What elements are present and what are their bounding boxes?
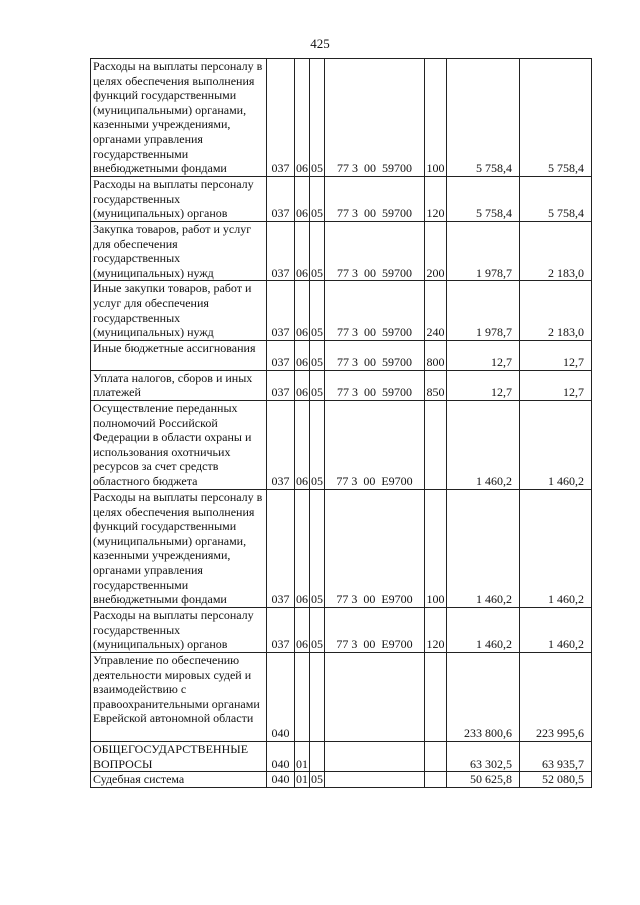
rz-code: 06 [295, 489, 310, 607]
sum-year1: 1 460,2 [447, 489, 520, 607]
rz-code: 06 [295, 281, 310, 340]
gr-code: 037 [267, 222, 295, 281]
table-row [91, 222, 592, 281]
row-name: Расходы на выплаты персоналу государственных (муниципальных) органов [91, 177, 267, 222]
row-name: Управление по обеспечению деятельности мировых судей и взаимодействию с правоохранительными органами Еврейской автономной области [91, 652, 267, 741]
cs-code: 77 3 00 59700 [325, 59, 425, 177]
table-row [91, 59, 592, 177]
vr-code: 100 [425, 59, 447, 177]
rz-code: 06 [295, 370, 310, 400]
table-row [91, 177, 592, 222]
vr-code: 100 [425, 489, 447, 607]
vr-code: 120 [425, 177, 447, 222]
cs-code: 77 3 00 59700 [325, 222, 425, 281]
pr-code: 05 [310, 222, 325, 281]
rz-code: 06 [295, 340, 310, 370]
cs-code: 77 3 00 Е9700 [325, 400, 425, 489]
pr-code [310, 652, 325, 741]
sum-year1: 5 758,4 [447, 177, 520, 222]
gr-code: 040 [267, 772, 295, 788]
vr-code: 850 [425, 370, 447, 400]
budget-table [90, 58, 592, 788]
gr-code: 037 [267, 177, 295, 222]
row-name: Иные закупки товаров, работ и услуг для обеспечения государственных (муниципальных) нужд [91, 281, 267, 340]
gr-code: 040 [267, 652, 295, 741]
row-name: Уплата налогов, сборов и иных платежей [91, 370, 267, 400]
vr-code [425, 652, 447, 741]
sum-year1: 12,7 [447, 370, 520, 400]
gr-code: 037 [267, 607, 295, 652]
row-name: Судебная система [91, 772, 267, 788]
cs-code: 77 3 00 59700 [325, 177, 425, 222]
sum-year1: 1 978,7 [447, 281, 520, 340]
pr-code: 05 [310, 340, 325, 370]
cs-code [325, 741, 425, 771]
rz-code: 06 [295, 59, 310, 177]
sum-year2: 5 758,4 [520, 177, 592, 222]
sum-year2: 2 183,0 [520, 222, 592, 281]
gr-code: 037 [267, 370, 295, 400]
cs-code [325, 772, 425, 788]
vr-code: 800 [425, 340, 447, 370]
pr-code: 05 [310, 607, 325, 652]
pr-code: 05 [310, 177, 325, 222]
gr-code: 037 [267, 59, 295, 177]
row-name: Закупка товаров, работ и услуг для обеспечения государственных (муниципальных) нужд [91, 222, 267, 281]
sum-year2: 12,7 [520, 340, 592, 370]
rz-code: 06 [295, 177, 310, 222]
rz-code: 01 [295, 741, 310, 771]
sum-year1: 1 460,2 [447, 400, 520, 489]
pr-code [310, 741, 325, 771]
row-name: Расходы на выплаты персоналу государственных (муниципальных) органов [91, 607, 267, 652]
pr-code: 05 [310, 400, 325, 489]
vr-code [425, 741, 447, 771]
sum-year2: 12,7 [520, 370, 592, 400]
sum-year1: 12,7 [447, 340, 520, 370]
cs-code: 77 3 00 Е9700 [325, 607, 425, 652]
gr-code: 037 [267, 340, 295, 370]
sum-year1: 50 625,8 [447, 772, 520, 788]
table-row [91, 281, 592, 340]
rz-code: 06 [295, 400, 310, 489]
table-row [91, 340, 592, 370]
sum-year1: 63 302,5 [447, 741, 520, 771]
gr-code: 040 [267, 741, 295, 771]
row-name: ОБЩЕГОСУДАРСТВЕННЫЕ ВОПРОСЫ [91, 741, 267, 771]
pr-code: 05 [310, 59, 325, 177]
row-name: Осуществление переданных полномочий Российской Федерации в области охраны и использования охотничьих ресурсов за счет средств областного бюджета [91, 400, 267, 489]
cs-code: 77 3 00 59700 [325, 370, 425, 400]
sum-year2: 1 460,2 [520, 489, 592, 607]
sum-year2: 63 935,7 [520, 741, 592, 771]
pr-code: 05 [311, 772, 323, 787]
table-row [91, 772, 592, 788]
row-name: Иные бюджетные ассигнования [91, 340, 267, 370]
vr-code [425, 400, 447, 489]
sum-year2: 1 460,2 [520, 607, 592, 652]
vr-code [425, 772, 447, 788]
row-name: Расходы на выплаты персоналу в целях обеспечения выполнения функций государственными (муниципальными) органами, казенными учреждениями, органами управления государственными внебюджетными фондами [91, 59, 267, 177]
sum-year1: 1 978,7 [447, 222, 520, 281]
rz-code: 01 [296, 772, 308, 787]
sum-year1: 1 460,2 [447, 607, 520, 652]
table-row [91, 489, 592, 607]
table-row [91, 370, 592, 400]
vr-code: 120 [425, 607, 447, 652]
sum-year1: 233 800,6 [447, 652, 520, 741]
table-row [91, 607, 592, 652]
rz-code [295, 652, 310, 741]
cs-code: 77 3 00 Е9700 [325, 489, 425, 607]
row-name: Расходы на выплаты персоналу в целях обеспечения выполнения функций государственными (муниципальными) органами, казенными учреждениями, органами управления государственными внебюджетными фондами [91, 489, 267, 607]
vr-code: 240 [425, 281, 447, 340]
cs-code: 77 3 00 59700 [325, 340, 425, 370]
page-number: 425 [310, 36, 330, 51]
cs-code [325, 652, 425, 741]
table-row [91, 741, 592, 771]
pr-code: 05 [310, 370, 325, 400]
rz-code: 06 [295, 222, 310, 281]
pr-code: 05 [310, 281, 325, 340]
pr-code: 05 [310, 489, 325, 607]
sum-year2: 5 758,4 [520, 59, 592, 177]
table-row [91, 652, 592, 741]
table-row [91, 400, 592, 489]
sum-year1: 5 758,4 [447, 59, 520, 177]
sum-year2: 52 080,5 [520, 772, 592, 788]
gr-code: 037 [267, 281, 295, 340]
sum-year2: 2 183,0 [520, 281, 592, 340]
sum-year2: 1 460,2 [520, 400, 592, 489]
sum-year2: 223 995,6 [520, 652, 592, 741]
gr-code: 037 [267, 400, 295, 489]
vr-code: 200 [425, 222, 447, 281]
gr-code: 037 [267, 489, 295, 607]
rz-code: 06 [295, 607, 310, 652]
cs-code: 77 3 00 59700 [325, 281, 425, 340]
